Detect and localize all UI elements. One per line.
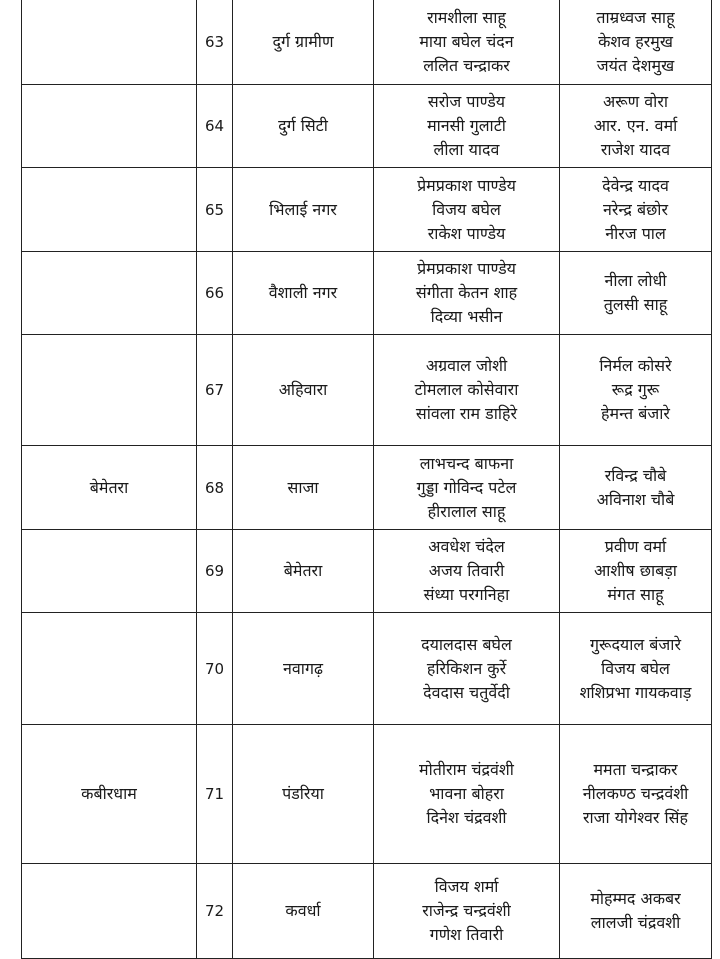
constituency-number-cell: 65 (197, 168, 233, 252)
candidate-name: सरोज पाण्डेय (427, 92, 506, 111)
candidate-name: देवदास चतुर्वेदी (423, 682, 510, 702)
candidate-name: मंगत साहू (607, 585, 664, 604)
candidate-names-cell-b (560, 864, 712, 959)
candidate-name: प्रवीण वर्मा (604, 537, 667, 556)
candidate-name: भावना बोहरा (429, 784, 504, 803)
candidate-name: अरूण वोरा (602, 92, 669, 111)
candidate-names-cell-b (560, 446, 712, 530)
candidate-name: गुरूदयाल बंजारे (590, 634, 681, 654)
constituency-number-cell: 69 (197, 530, 233, 613)
candidate-name: मानसी गुलाटी (427, 116, 506, 135)
candidate-name: प्रेमप्रकाश पाण्डेय (417, 175, 516, 195)
candidate-name: राजेन्द्र चन्द्रवंशी (422, 901, 511, 920)
district-cell (22, 530, 197, 613)
district-cell (22, 168, 197, 252)
candidate-name: केशव हरमुख (598, 31, 673, 51)
candidate-name: प्रेमप्रकाश पाण्डेय (417, 259, 516, 278)
constituency-name-cell: बेमेतरा (233, 530, 374, 613)
district-cell (22, 252, 197, 335)
candidate-names-cell-a (374, 335, 560, 446)
constituency-number-cell: 64 (197, 85, 233, 168)
district-cell (22, 613, 197, 725)
candidate-name: आर. एन. वर्मा (593, 116, 678, 135)
table-row (22, 168, 712, 252)
candidate-name: अविनाश चौबे (596, 489, 675, 509)
constituency-number-cell: 67 (197, 335, 233, 446)
candidates-table (21, 0, 712, 959)
candidate-names-cell-a (374, 725, 560, 864)
candidate-name: ममता चन्द्राकर (593, 760, 678, 779)
candidate-name: देवेन्द्र यादव (602, 175, 669, 195)
candidate-name: नीलकण्ठ चन्द्रवंशी (582, 784, 689, 803)
district-cell (22, 85, 197, 168)
constituency-name-cell: भिलाई नगर (233, 168, 374, 252)
candidate-name: दयालदास बघेल (421, 634, 512, 654)
candidate-name: विजय शर्मा (434, 877, 499, 896)
candidate-name: शशिप्रभा गायकवाड़ (579, 682, 692, 702)
candidate-names-cell-a (374, 530, 560, 613)
candidate-names-cell-a (374, 446, 560, 530)
candidate-names-cell-a (374, 864, 560, 959)
candidate-name: आशीष छाबड़ा (594, 561, 677, 580)
constituency-name-cell: कवर्धा (233, 864, 374, 959)
candidate-name: तुलसी साहू (603, 295, 668, 314)
candidate-name: लाभचन्द बाफना (419, 453, 514, 473)
candidate-names-cell-b (560, 168, 712, 252)
constituency-number-cell: 70 (197, 613, 233, 725)
candidate-name: हरिकिशन कुर्रे (426, 658, 507, 678)
table-row (22, 0, 712, 85)
constituency-number-cell: 68 (197, 446, 233, 530)
candidate-names-cell-b (560, 613, 712, 725)
candidate-names-cell-b (560, 0, 712, 85)
table-row (22, 864, 712, 959)
candidate-name: मोहम्मद अकबर (590, 889, 681, 908)
table-row (22, 725, 712, 864)
candidate-name: लीला यादव (433, 140, 500, 159)
candidate-names-cell-b (560, 530, 712, 613)
candidate-names-cell-b (560, 335, 712, 446)
constituency-number-cell: 66 (197, 252, 233, 335)
candidate-name: ताम्रध्वज साहू (596, 7, 675, 27)
candidate-names-cell-a (374, 168, 560, 252)
table-row (22, 252, 712, 335)
candidate-name: लालजी चंद्रवशी (590, 913, 681, 932)
candidate-name: अग्रवाल जोशी (425, 356, 508, 375)
constituency-number-cell: 63 (197, 0, 233, 85)
candidate-name: राजेश यादव (600, 140, 671, 159)
candidate-name: रविन्द्र चौबे (604, 465, 667, 485)
district-cell (22, 0, 197, 85)
constituency-name-cell: नवागढ़ (233, 613, 374, 725)
table-row (22, 613, 712, 725)
candidate-name: गणेश तिवारी (429, 925, 504, 944)
candidate-name: राजा योगेश्वर सिंह (582, 808, 688, 827)
candidate-name: अवधेश चंदेल (428, 537, 505, 556)
constituency-number-cell: 72 (197, 864, 233, 959)
constituency-name-cell: अहिवारा (233, 335, 374, 446)
constituency-name-cell: साजा (233, 446, 374, 530)
district-cell: बेमेतरा (22, 446, 197, 530)
candidate-name: हेमन्त बंजारे (601, 404, 670, 423)
candidate-name: नीरज पाल (605, 223, 666, 243)
district-cell: कबीरधाम (22, 725, 197, 864)
district-cell (22, 335, 197, 446)
constituency-number-cell: 71 (197, 725, 233, 864)
candidate-name: जयंत देशमुख (596, 55, 675, 75)
candidate-names-cell-a (374, 252, 560, 335)
candidate-names-cell-b (560, 725, 712, 864)
candidate-name: नरेन्द्र बंछोर (603, 199, 668, 219)
candidate-name: विजय बघेल (432, 199, 501, 219)
constituency-name-cell: दुर्ग ग्रामीण (233, 0, 374, 85)
constituency-name-cell: दुर्ग सिटी (233, 85, 374, 168)
candidate-name: विजय बघेल (601, 658, 670, 678)
candidate-name: दिनेश चंद्रवशी (426, 808, 507, 827)
constituency-name-cell: पंडरिया (233, 725, 374, 864)
candidate-name: संध्या परगनिहा (423, 585, 510, 604)
candidate-name: गुड्डा गोविन्द पटेल (416, 477, 517, 497)
candidate-names-cell-a (374, 0, 560, 85)
candidate-name: सांवला राम डाहिरे (415, 404, 518, 423)
candidate-name: टोमलाल कोसेवारा (414, 380, 519, 399)
candidate-names-cell-b (560, 252, 712, 335)
candidate-name: दिव्या भसीन (430, 307, 503, 326)
table-row (22, 446, 712, 530)
candidate-name: निर्मल कोसरे (599, 356, 672, 375)
candidate-name: नीला लोधी (604, 271, 667, 290)
candidate-name: राकेश पाण्डेय (427, 223, 506, 243)
table-row (22, 85, 712, 168)
candidate-name: ललित चन्द्राकर (423, 55, 510, 75)
candidate-name: संगीता केतन शाह (415, 283, 518, 302)
candidate-name: रामशीला साहू (427, 7, 506, 27)
table-row (22, 530, 712, 613)
candidate-names-cell-a (374, 85, 560, 168)
table-body (22, 0, 712, 959)
candidate-name: मोतीराम चंद्रवंशी (419, 760, 514, 779)
candidate-name: हीरालाल साहू (427, 501, 506, 521)
candidate-names-cell-a (374, 613, 560, 725)
candidate-name: अजय तिवारी (428, 561, 505, 580)
constituency-name-cell: वैशाली नगर (233, 252, 374, 335)
candidate-names-cell-b (560, 85, 712, 168)
table-row (22, 335, 712, 446)
candidate-name: माया बघेल चंदन (419, 31, 514, 51)
candidate-name: रूद्र गुरू (611, 380, 660, 399)
district-cell (22, 864, 197, 959)
